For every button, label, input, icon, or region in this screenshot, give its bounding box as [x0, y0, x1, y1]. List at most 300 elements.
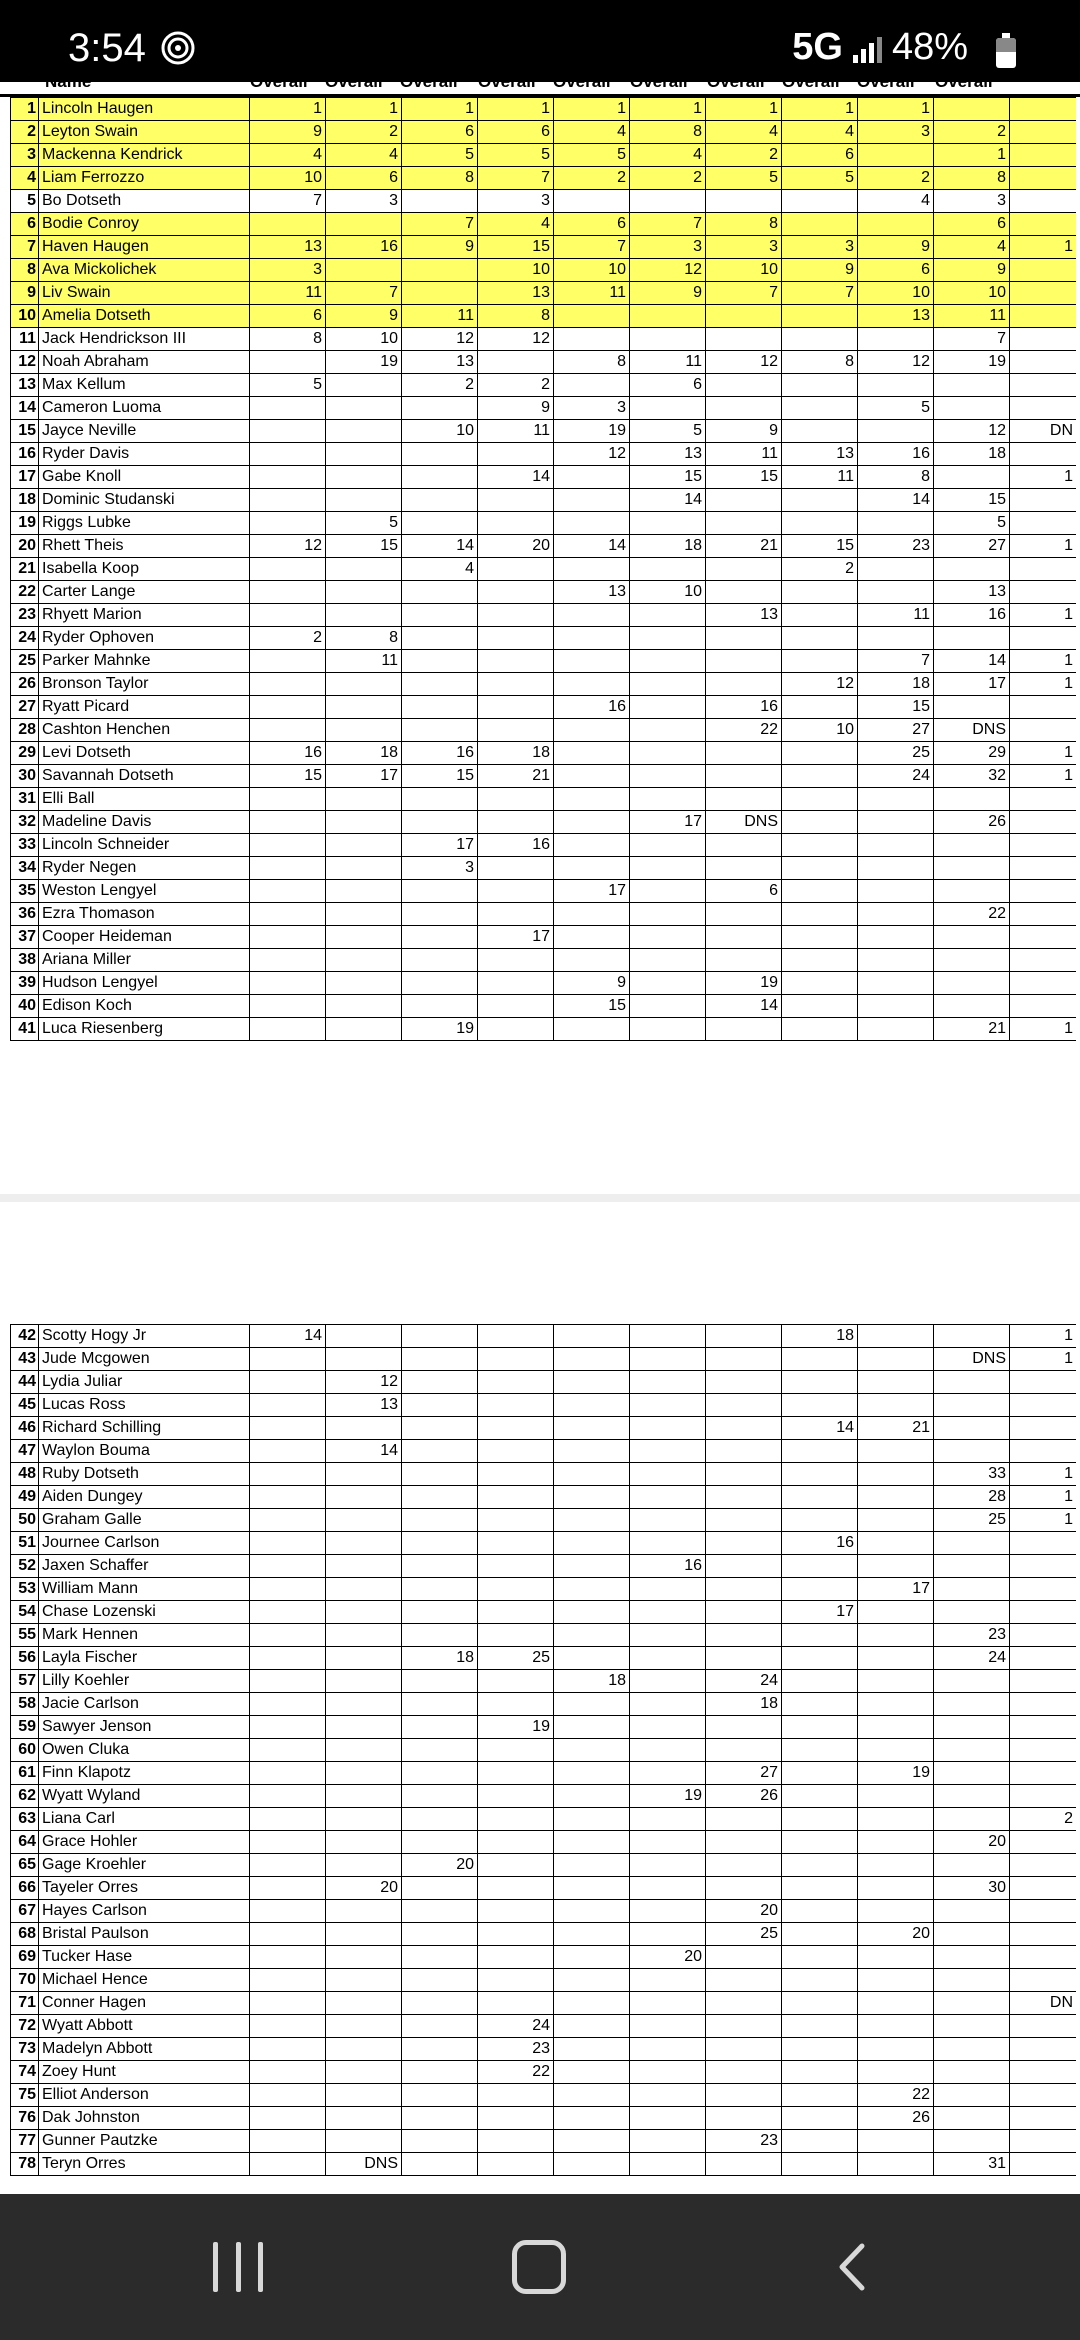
score-cell: [326, 1670, 402, 1693]
table-row: [11, 742, 1077, 765]
score-cell: [554, 1371, 630, 1394]
rank-cell: 25: [11, 650, 39, 673]
score-cell: [478, 581, 554, 604]
score-cell: 10: [326, 328, 402, 351]
score-cell: [934, 1808, 1010, 1831]
score-cell: [630, 1532, 706, 1555]
header-overall: Overall: [553, 72, 611, 91]
rank-cell: 20: [11, 535, 39, 558]
score-cell: [326, 1739, 402, 1762]
score-cell: 7: [326, 282, 402, 305]
score-cell: [250, 696, 326, 719]
score-cell: [478, 1923, 554, 1946]
score-cell: 2: [934, 121, 1010, 144]
score-cell: 33: [934, 1463, 1010, 1486]
score-cell: 9: [782, 259, 858, 282]
score-cell: 5: [402, 144, 478, 167]
score-cell: [402, 1371, 478, 1394]
score-cell: 19: [858, 1762, 934, 1785]
score-cell: 4: [934, 236, 1010, 259]
recent-apps-icon[interactable]: [213, 2242, 263, 2292]
score-cell: [1010, 305, 1077, 328]
score-cell: 18: [630, 535, 706, 558]
name-cell: Jacie Carlson: [39, 1693, 250, 1716]
score-cell: [1010, 259, 1077, 282]
score-cell: 6: [782, 144, 858, 167]
score-cell: 1: [1010, 650, 1077, 673]
score-cell: [706, 650, 782, 673]
score-cell: 20: [858, 1923, 934, 1946]
score-cell: 1: [706, 98, 782, 121]
score-cell: 4: [478, 213, 554, 236]
score-cell: [630, 834, 706, 857]
score-cell: 17: [402, 834, 478, 857]
score-cell: 12: [706, 351, 782, 374]
table-row: [11, 2015, 1077, 2038]
score-cell: [402, 1877, 478, 1900]
score-cell: [250, 1854, 326, 1877]
score-cell: 10: [402, 420, 478, 443]
score-cell: [402, 1463, 478, 1486]
score-cell: [250, 2107, 326, 2130]
score-cell: [782, 1946, 858, 1969]
score-cell: [402, 397, 478, 420]
score-cell: [630, 1417, 706, 1440]
score-cell: [326, 1831, 402, 1854]
score-cell: [782, 1877, 858, 1900]
score-cell: [782, 1992, 858, 2015]
score-cell: [858, 1693, 934, 1716]
score-cell: [326, 1946, 402, 1969]
score-cell: [1010, 558, 1077, 581]
name-cell: Cameron Luoma: [39, 397, 250, 420]
score-cell: [934, 1440, 1010, 1463]
score-cell: [402, 926, 478, 949]
score-cell: 21: [934, 1018, 1010, 1041]
score-cell: [326, 466, 402, 489]
name-cell: Madeline Davis: [39, 811, 250, 834]
score-cell: [1010, 857, 1077, 880]
name-cell: Lucas Ross: [39, 1394, 250, 1417]
score-cell: [402, 696, 478, 719]
rank-cell: 71: [11, 1992, 39, 2015]
score-cell: [402, 788, 478, 811]
score-cell: 17: [478, 926, 554, 949]
name-cell: Bronson Taylor: [39, 673, 250, 696]
score-cell: [1010, 1854, 1077, 1877]
score-cell: [402, 1923, 478, 1946]
score-cell: 14: [402, 535, 478, 558]
score-cell: [554, 719, 630, 742]
score-cell: [782, 1785, 858, 1808]
score-cell: [782, 1969, 858, 1992]
score-cell: [554, 788, 630, 811]
score-cell: 15: [478, 236, 554, 259]
score-cell: [478, 1900, 554, 1923]
score-cell: 15: [858, 696, 934, 719]
rank-cell: 17: [11, 466, 39, 489]
score-cell: 14: [934, 650, 1010, 673]
score-cell: [326, 949, 402, 972]
score-cell: 8: [706, 213, 782, 236]
name-cell: Edison Koch: [39, 995, 250, 1018]
score-cell: [326, 1601, 402, 1624]
score-cell: [1010, 443, 1077, 466]
rank-cell: 5: [11, 190, 39, 213]
score-cell: [554, 1716, 630, 1739]
score-cell: [326, 811, 402, 834]
score-cell: [858, 1854, 934, 1877]
score-cell: [250, 1440, 326, 1463]
score-cell: [1010, 1624, 1077, 1647]
score-cell: 15: [326, 535, 402, 558]
score-cell: [858, 2038, 934, 2061]
home-icon[interactable]: [512, 2240, 566, 2294]
score-cell: [858, 374, 934, 397]
score-cell: [250, 1509, 326, 1532]
score-cell: 2: [478, 374, 554, 397]
score-cell: [858, 213, 934, 236]
spreadsheet-view[interactable]: [0, 72, 1080, 2194]
score-cell: [630, 2061, 706, 2084]
score-cell: [250, 2153, 326, 2176]
score-cell: 11: [402, 305, 478, 328]
name-cell: Jack Hendrickson III: [39, 328, 250, 351]
score-cell: [250, 1371, 326, 1394]
score-cell: 18: [934, 443, 1010, 466]
score-cell: [478, 949, 554, 972]
score-cell: 7: [250, 190, 326, 213]
score-cell: [326, 1762, 402, 1785]
score-cell: [326, 1900, 402, 1923]
name-cell: Gage Kroehler: [39, 1854, 250, 1877]
score-cell: [1010, 1417, 1077, 1440]
score-cell: [402, 2061, 478, 2084]
score-cell: [706, 1647, 782, 1670]
score-cell: [402, 1532, 478, 1555]
score-cell: [782, 742, 858, 765]
score-cell: 14: [706, 995, 782, 1018]
score-cell: [1010, 2061, 1077, 2084]
score-cell: [402, 1624, 478, 1647]
score-cell: [326, 1716, 402, 1739]
score-cell: [1010, 1762, 1077, 1785]
score-cell: 14: [782, 1417, 858, 1440]
score-cell: 18: [478, 742, 554, 765]
name-cell: Lydia Juliar: [39, 1371, 250, 1394]
score-cell: [478, 1509, 554, 1532]
score-cell: [630, 1647, 706, 1670]
score-cell: [326, 1463, 402, 1486]
score-cell: [630, 1440, 706, 1463]
score-cell: [782, 1555, 858, 1578]
table-row: [11, 1992, 1077, 2015]
name-cell: Savannah Dotseth: [39, 765, 250, 788]
score-cell: 9: [326, 305, 402, 328]
score-cell: [630, 857, 706, 880]
score-cell: 5: [554, 144, 630, 167]
score-cell: [630, 2015, 706, 2038]
rank-cell: 16: [11, 443, 39, 466]
table-row: [11, 535, 1077, 558]
rank-cell: 60: [11, 1739, 39, 1762]
score-cell: [478, 995, 554, 1018]
score-cell: [706, 512, 782, 535]
score-cell: [250, 1578, 326, 1601]
score-cell: [250, 1923, 326, 1946]
score-cell: 18: [858, 673, 934, 696]
rank-cell: 3: [11, 144, 39, 167]
score-cell: [554, 1348, 630, 1371]
table-row: [11, 1693, 1077, 1716]
rank-cell: 48: [11, 1463, 39, 1486]
score-cell: 10: [250, 167, 326, 190]
score-cell: [630, 1808, 706, 1831]
score-cell: [630, 2038, 706, 2061]
score-cell: [1010, 1877, 1077, 1900]
score-cell: [478, 1785, 554, 1808]
score-cell: [934, 1716, 1010, 1739]
score-cell: [250, 1877, 326, 1900]
score-cell: 3: [706, 236, 782, 259]
score-cell: 2: [858, 167, 934, 190]
score-cell: [478, 1325, 554, 1348]
score-cell: [706, 1325, 782, 1348]
score-cell: [706, 2061, 782, 2084]
score-cell: [782, 1923, 858, 1946]
name-cell: Wyatt Abbott: [39, 2015, 250, 2038]
score-cell: [402, 1417, 478, 1440]
score-cell: [706, 1716, 782, 1739]
score-cell: [402, 719, 478, 742]
score-cell: [250, 1647, 326, 1670]
score-cell: [326, 1992, 402, 2015]
score-cell: [250, 1808, 326, 1831]
score-cell: [934, 2130, 1010, 2153]
table-row: [11, 1831, 1077, 1854]
name-cell: Finn Klapotz: [39, 1762, 250, 1785]
score-cell: DNS: [706, 811, 782, 834]
score-cell: [858, 1509, 934, 1532]
score-cell: [250, 1739, 326, 1762]
score-cell: 6: [250, 305, 326, 328]
table-row: [11, 2130, 1077, 2153]
score-cell: [1010, 2130, 1077, 2153]
score-cell: [1010, 1440, 1077, 1463]
score-cell: [478, 903, 554, 926]
score-cell: [630, 1670, 706, 1693]
score-cell: [402, 1394, 478, 1417]
table-row: [11, 466, 1077, 489]
score-cell: [402, 1739, 478, 1762]
score-cell: [250, 1394, 326, 1417]
score-cell: [554, 1647, 630, 1670]
score-cell: [402, 1486, 478, 1509]
score-cell: [630, 1992, 706, 2015]
score-cell: 12: [250, 535, 326, 558]
score-cell: [858, 995, 934, 1018]
score-cell: [934, 949, 1010, 972]
score-cell: 22: [706, 719, 782, 742]
score-cell: [630, 1486, 706, 1509]
name-cell: Richard Schilling: [39, 1417, 250, 1440]
score-cell: 19: [554, 420, 630, 443]
score-cell: [1010, 995, 1077, 1018]
score-cell: [782, 512, 858, 535]
score-cell: [934, 1762, 1010, 1785]
table-row: [11, 282, 1077, 305]
rank-cell: 51: [11, 1532, 39, 1555]
score-cell: [858, 2061, 934, 2084]
score-cell: 9: [478, 397, 554, 420]
score-cell: [1010, 2015, 1077, 2038]
score-cell: [402, 2130, 478, 2153]
score-cell: 22: [478, 2061, 554, 2084]
table-row: [11, 1854, 1077, 1877]
score-cell: [554, 1532, 630, 1555]
score-cell: [934, 1601, 1010, 1624]
name-cell: Leyton Swain: [39, 121, 250, 144]
table-row: [11, 1900, 1077, 1923]
table-row: [11, 604, 1077, 627]
score-cell: [554, 1417, 630, 1440]
header-name: Name: [45, 72, 92, 91]
table-row: [11, 397, 1077, 420]
status-right: [792, 26, 1004, 69]
score-cell: [554, 1923, 630, 1946]
score-cell: [630, 1969, 706, 1992]
score-cell: 19: [934, 351, 1010, 374]
score-cell: [706, 673, 782, 696]
score-cell: [858, 972, 934, 995]
score-cell: [630, 1601, 706, 1624]
score-cell: 20: [326, 1877, 402, 1900]
score-cell: [554, 1762, 630, 1785]
name-cell: Wyatt Wyland: [39, 1785, 250, 1808]
score-cell: [326, 604, 402, 627]
score-cell: [478, 1762, 554, 1785]
score-cell: [1010, 1532, 1077, 1555]
score-cell: [478, 1877, 554, 1900]
score-cell: [250, 1969, 326, 1992]
table-row: [11, 1394, 1077, 1417]
score-cell: [478, 719, 554, 742]
score-cell: [402, 811, 478, 834]
score-cell: [782, 788, 858, 811]
score-cell: [554, 742, 630, 765]
table-row: [11, 696, 1077, 719]
header-overall: Overall: [250, 72, 308, 91]
rank-cell: 37: [11, 926, 39, 949]
score-cell: [934, 1417, 1010, 1440]
rank-cell: 8: [11, 259, 39, 282]
score-cell: [478, 1969, 554, 1992]
name-cell: Jaxen Schaffer: [39, 1555, 250, 1578]
score-cell: 13: [782, 443, 858, 466]
score-cell: 21: [858, 1417, 934, 1440]
header-overall: Overall: [782, 72, 840, 91]
score-cell: [554, 1739, 630, 1762]
score-cell: 11: [782, 466, 858, 489]
score-cell: 1: [326, 98, 402, 121]
score-cell: 20: [706, 1900, 782, 1923]
score-cell: [554, 1808, 630, 1831]
back-icon[interactable]: [828, 2242, 878, 2292]
name-cell: Liv Swain: [39, 282, 250, 305]
score-cell: 24: [934, 1647, 1010, 1670]
score-cell: [250, 1762, 326, 1785]
header-overall: Overall: [325, 72, 383, 91]
results-table-top: [10, 97, 1076, 1041]
score-cell: [782, 1716, 858, 1739]
score-cell: [554, 2153, 630, 2176]
table-row: [11, 788, 1077, 811]
score-cell: 15: [706, 466, 782, 489]
score-cell: [1010, 1693, 1077, 1716]
table-row: [11, 1762, 1077, 1785]
score-cell: 15: [630, 466, 706, 489]
score-cell: [326, 2015, 402, 2038]
name-cell: Tayeler Orres: [39, 1877, 250, 1900]
score-cell: [782, 213, 858, 236]
score-cell: [1010, 972, 1077, 995]
score-cell: [1010, 489, 1077, 512]
score-cell: 17: [934, 673, 1010, 696]
score-cell: [326, 1532, 402, 1555]
score-cell: [706, 1877, 782, 1900]
rank-cell: 24: [11, 627, 39, 650]
score-cell: 16: [706, 696, 782, 719]
score-cell: [706, 1018, 782, 1041]
score-cell: [554, 1578, 630, 1601]
score-cell: [326, 995, 402, 1018]
name-cell: Ava Mickolichek: [39, 259, 250, 282]
score-cell: [782, 2130, 858, 2153]
table-row: [11, 972, 1077, 995]
score-cell: [630, 1624, 706, 1647]
score-cell: 13: [478, 282, 554, 305]
score-cell: [934, 1670, 1010, 1693]
score-cell: [402, 443, 478, 466]
score-cell: [326, 1348, 402, 1371]
name-cell: Sawyer Jenson: [39, 1716, 250, 1739]
score-cell: [1010, 1900, 1077, 1923]
score-cell: [706, 374, 782, 397]
rank-cell: 1: [11, 98, 39, 121]
score-cell: [554, 857, 630, 880]
score-cell: [1010, 1601, 1077, 1624]
score-cell: [1010, 2084, 1077, 2107]
score-cell: 18: [782, 1325, 858, 1348]
score-cell: 2: [1010, 1808, 1077, 1831]
score-cell: [250, 1601, 326, 1624]
score-cell: 8: [630, 121, 706, 144]
score-cell: 5: [706, 167, 782, 190]
rank-cell: 36: [11, 903, 39, 926]
score-cell: [706, 397, 782, 420]
score-cell: [1010, 834, 1077, 857]
name-cell: Michael Hence: [39, 1969, 250, 1992]
score-cell: [250, 880, 326, 903]
score-cell: [858, 1739, 934, 1762]
score-cell: [326, 880, 402, 903]
name-cell: Chase Lozenski: [39, 1601, 250, 1624]
name-cell: Rhyett Marion: [39, 604, 250, 627]
score-cell: [1010, 627, 1077, 650]
score-cell: [1010, 282, 1077, 305]
score-cell: [326, 1624, 402, 1647]
score-cell: [706, 1348, 782, 1371]
